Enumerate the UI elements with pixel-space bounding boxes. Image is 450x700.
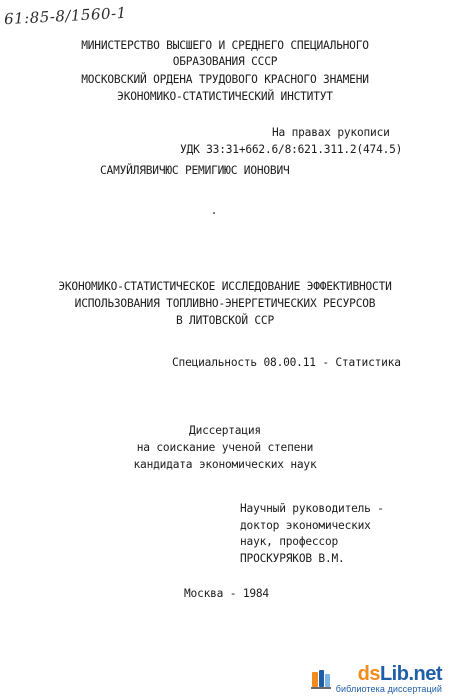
dslib-logo-part2: Lib.net	[379, 663, 442, 685]
ministry-line-1: МИНИСТЕРСТВО ВЫСШЕГО И СРЕДНЕГО СПЕЦИАЛЬНОГО	[81, 39, 369, 52]
udc-code: УДК 33:31+662.6/8:621.311.2(474.5)	[180, 143, 403, 156]
institute-line-1: МОСКОВСКИЙ ОРДЕНА ТРУДОВОГО КРАСНОГО ЗНАМЕНИ	[81, 73, 369, 86]
institute-line-2: ЭКОНОМИКО-СТАТИСТИЧЕСКИЙ ИНСТИТУТ	[117, 90, 333, 103]
city-year: Москва - 1984	[184, 587, 269, 600]
dissertation-label: Диссертация	[189, 424, 261, 437]
supervisor-degree: доктор экономических	[240, 519, 371, 532]
author-name: САМУЙЛЯВИЧЮС РЕМИГИЮС ИОНОВИЧ	[100, 164, 290, 177]
thesis-title-line-1: ЭКОНОМИКО-СТАТИСТИЧЕСКОЕ ИССЛЕДОВАНИЕ ЭФФЕКТИВНОСТИ	[58, 280, 392, 293]
thesis-title-line-2: ИСПОЛЬЗОВАНИЯ ТОПЛИВНО-ЭНЕРГЕТИЧЕСКИХ РЕСУРСОВ	[74, 297, 376, 310]
speck	[213, 212, 215, 214]
ministry-line-2: ОБРАЗОВАНИЯ СССР	[172, 55, 278, 68]
degree-line-1: на соискание ученой степени	[136, 441, 314, 454]
dslib-logo-text	[358, 664, 442, 684]
supervisor-label: Научный руководитель -	[240, 502, 384, 515]
specialty: Специальность 08.00.11 - Статистика	[172, 356, 401, 369]
supervisor-title: наук, профессор	[240, 535, 339, 548]
thesis-title-line-3: В ЛИТОВСКОЙ ССР	[175, 314, 275, 327]
supervisor-name: ПРОСКУРЯКОВ В.М.	[240, 552, 345, 565]
dslib-logo-part1: ds	[357, 663, 380, 685]
book-stack-icon	[310, 668, 332, 690]
archive-number-handwritten: 61:85-8/1560-1	[3, 3, 128, 29]
dslib-subtitle: библиотека диссертаций	[335, 684, 442, 694]
dslib-watermark	[310, 664, 442, 694]
rights-note: На правах рукописи	[272, 126, 390, 139]
degree-line-2: кандидата экономических наук	[133, 458, 317, 471]
